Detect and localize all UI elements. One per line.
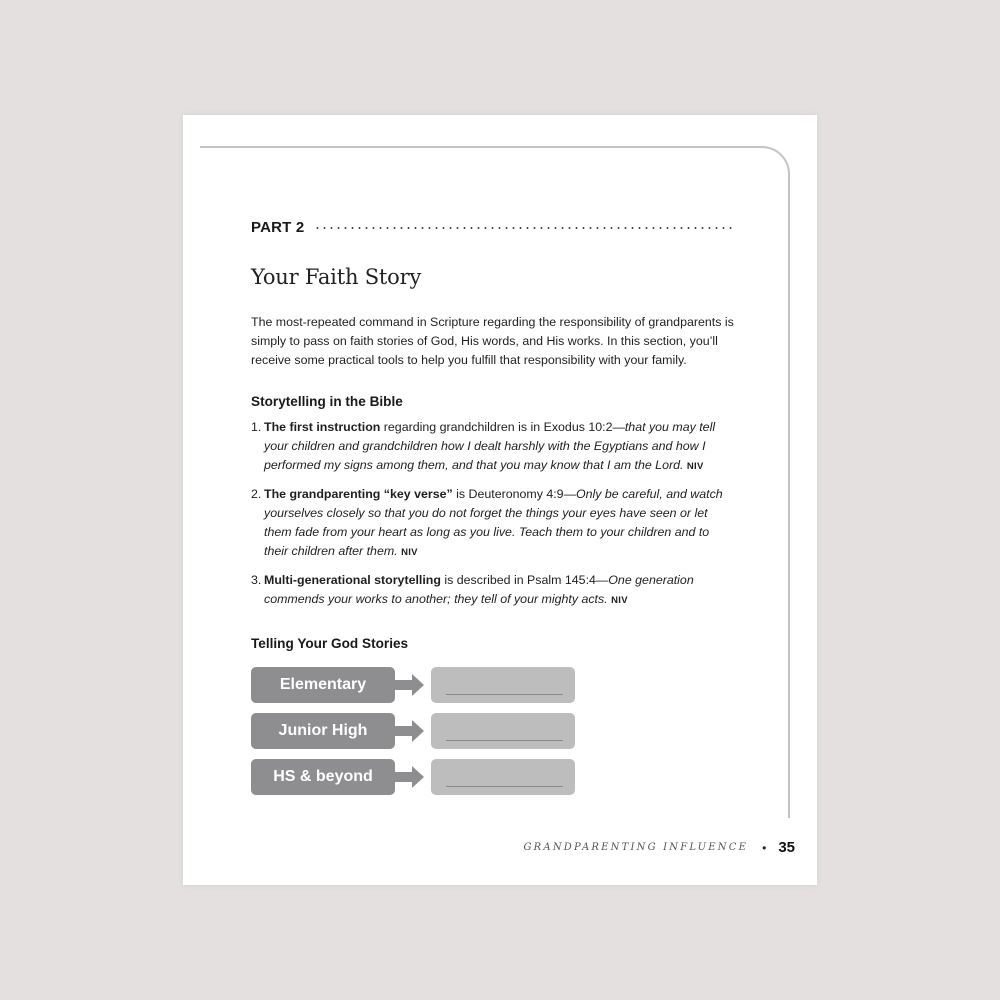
part-label: PART 2 [251,218,305,236]
item-reference: is Deuteronomy 4:9— [452,487,576,501]
section-heading-god-stories: Telling Your God Stories [251,636,409,651]
stage-label: HS & beyond [251,759,395,795]
page-title: Your Faith Story [251,265,422,289]
write-line [446,694,563,695]
arrow-right-icon [395,667,431,703]
item-number: 2. [251,487,262,501]
item-lead: Multi-generational storytelling [264,573,441,587]
answer-blank[interactable] [431,759,575,795]
item-quote: Only be careful, and watch yourselves closely so that you do not forget the things your eyes have seen or let them fade from your heart as long as you live. Teach them to your children and to their children after them. [264,487,723,558]
list-item [251,418,735,476]
item-lead: The grandparenting “key verse” [264,487,453,501]
item-reference: regarding grandchildren is in Exodus 10:2— [380,420,625,434]
section-heading-storytelling: Storytelling in the Bible [251,394,403,409]
arrow-right-icon [395,759,431,795]
god-stories-diagram [251,667,735,795]
diagram-row [251,713,735,749]
bible-version: NIV [686,461,704,472]
page-content [251,215,735,805]
diagram-row [251,759,735,795]
item-number: 3. [251,573,262,587]
bible-version: NIV [611,595,628,606]
arrow-right-icon [395,713,431,749]
stage-label: Elementary [251,667,395,703]
part-header [251,215,735,239]
write-line [446,786,563,787]
stage-label: Junior High [251,713,395,749]
answer-blank[interactable] [431,713,575,749]
write-line [446,740,563,741]
item-reference: is described in Psalm 145:4— [440,573,609,587]
answer-blank[interactable] [431,667,575,703]
list-item [251,571,735,610]
item-number: 1. [251,420,262,434]
diagram-row [251,667,735,703]
book-page [183,115,817,885]
bible-version: NIV [401,547,418,558]
item-quote: One generation commends your works to another; they tell of your mighty acts. [264,573,694,606]
item-quote: that you may tell your children and grandchildren how I dealt harshly with the Egyptians and how I performed my signs among them, and that you may know that I am the Lord. [264,420,716,472]
list-item [251,485,735,562]
intro-paragraph: The most-repeated command in Scripture regarding the responsibility of grandparents is simply to pass on faith stories of God, His words, and His works. In this section, you’ll receive some practical tools to help you fulfill that responsibility with your family. [251,315,734,367]
scripture-list [251,418,735,610]
item-lead: The first instruction [264,420,381,434]
bullet-separator: • [762,840,767,855]
page-number: 35 [778,839,795,856]
dotted-leader [314,227,735,229]
running-title: GRANDPARENTING INFLUENCE [523,842,749,853]
page-footer [523,839,795,856]
